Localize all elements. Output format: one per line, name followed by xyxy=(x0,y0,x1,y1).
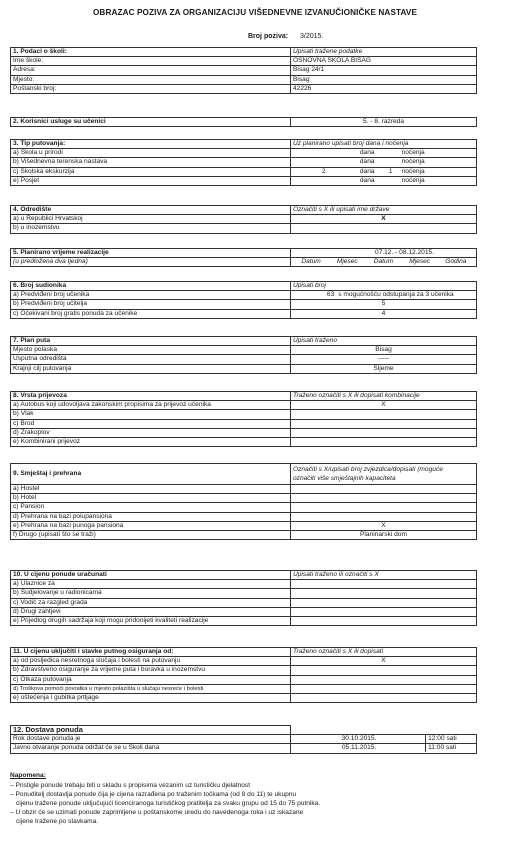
row-label: f) Drugo (upisati što se traži) xyxy=(11,530,291,539)
section-9-accommodation xyxy=(10,463,477,540)
row-label: e) Prijedlog drugih sadržaja koji mogu pridonijeti kvaliteti realizacije xyxy=(11,616,291,625)
date-range-value: 07.12. - 08.12.2015. xyxy=(374,249,434,257)
section-1-school-data xyxy=(10,47,477,94)
section-4-title: 4. Odredište xyxy=(11,206,291,215)
hostel-field[interactable] xyxy=(291,485,477,494)
section-5-timing xyxy=(10,248,477,267)
note-line: – Pristigle ponude trebaju biti u skladu s propisima vezanim uz turističku djelatnost xyxy=(10,781,251,789)
row-label: a) od posljedica nesretnoga slučaja i bolesti na putovanju xyxy=(11,657,291,666)
days-label: dana xyxy=(359,176,375,184)
departure-field[interactable]: Bisag xyxy=(291,346,477,355)
row-label: e) oštećenja i gubitka prtljage xyxy=(11,693,291,702)
note-line: cijene tražene po stavkama. xyxy=(16,817,99,825)
section-7-instruction: Upisati traženo xyxy=(291,337,477,346)
stops-field[interactable]: ----- xyxy=(291,355,477,364)
broj-poziva xyxy=(248,33,323,40)
tickets-field[interactable] xyxy=(291,580,477,589)
section-12-empty xyxy=(291,726,477,735)
health-insurance-field[interactable] xyxy=(291,666,477,675)
transport-plane-field[interactable] xyxy=(291,428,477,437)
teachers-count-field[interactable]: 5 xyxy=(291,300,477,309)
row-label: Mjesto: xyxy=(11,75,291,84)
section-8-transport xyxy=(10,391,477,447)
workshops-field[interactable] xyxy=(291,589,477,598)
opening-time: 11:00 sati xyxy=(425,744,474,752)
notes xyxy=(10,772,490,826)
row-label: Adresa: xyxy=(11,66,291,75)
section-5-title: 5. Planirano vrijeme realizacije xyxy=(11,249,291,258)
days-label: dana xyxy=(359,158,375,166)
broj-poziva-value: 3/2015. xyxy=(300,33,324,40)
students-count-field[interactable] xyxy=(291,291,477,300)
row-label: Mjesto polaska xyxy=(11,346,291,355)
days-label: dana xyxy=(359,149,375,157)
row-label: b) Višednevna terenska nastava xyxy=(11,158,291,167)
row-label: b) u inozemstvu xyxy=(11,224,291,233)
note-line: cijenu tražene ponude uključujući licenciranoga turističkog pratitelja za svaku grupu od 15 do 75 putnika. xyxy=(16,799,321,807)
section-6-participants xyxy=(10,281,477,319)
destination-abroad-field[interactable] xyxy=(291,224,477,233)
transport-ship-field[interactable] xyxy=(291,419,477,428)
students-deviation: s mogućnošću odstupanja za 3 učenika xyxy=(338,291,454,299)
row-label: a) Škola u prirodi xyxy=(11,149,291,158)
opening-field[interactable] xyxy=(291,744,477,753)
row-label: Javno otvaranje ponuda održat će se u Školi dana xyxy=(11,744,291,753)
row-label: e) Kombinirani prijevoz xyxy=(11,437,291,446)
row-label: b) Hotel xyxy=(11,494,291,503)
guide-field[interactable] xyxy=(291,598,477,607)
section-6-instruction: Upisati broj xyxy=(291,282,477,291)
nights-label: noćenja xyxy=(401,158,425,166)
col-datum: Datum xyxy=(373,258,394,266)
extra-content-field[interactable] xyxy=(291,616,477,625)
section-10-title: 10. U cijenu ponude uračunati xyxy=(11,571,291,580)
section-9-instruction xyxy=(291,464,477,485)
section-3-trip-type xyxy=(10,139,477,186)
row-label: c) Školska ekskurzija xyxy=(11,167,291,176)
section-12-delivery xyxy=(10,725,477,754)
section-9-instruction-line2: označiti više smještajnih kapaciteta xyxy=(293,475,396,482)
school-name-field[interactable]: OSNOVNA ŠKOLA BISAG xyxy=(291,57,477,66)
accident-insurance-field[interactable]: X xyxy=(291,657,477,666)
cancellation-field[interactable] xyxy=(291,675,477,684)
col-mjesec: Mjesec xyxy=(409,258,431,266)
students-count: 63 xyxy=(326,291,335,299)
days-nights-field[interactable] xyxy=(291,158,477,167)
hotel-field[interactable] xyxy=(291,494,477,503)
notes-title: Napomena: xyxy=(10,772,46,779)
other-requests-field[interactable] xyxy=(291,607,477,616)
row-label: e) Prehrana na bazi punoga pansiona xyxy=(11,521,291,530)
deadline-date: 30.10.2015. xyxy=(341,735,377,743)
section-2-title: 2. Korisnici usluge su učenici xyxy=(11,118,291,127)
col-datum: Datum xyxy=(301,258,321,266)
section-12-title: 12. Dostava ponuda xyxy=(11,726,291,735)
date-range-field[interactable] xyxy=(291,249,477,258)
days-value: 2 xyxy=(321,167,326,175)
days-nights-field[interactable] xyxy=(291,149,477,158)
section-10-price-includes xyxy=(10,570,477,626)
section-11-insurance xyxy=(10,647,477,703)
opening-date: 05.11.2015. xyxy=(341,744,377,752)
deadline-time: 12:00 sati xyxy=(425,735,474,743)
return-costs-field[interactable] xyxy=(291,684,477,693)
postal-code-field[interactable]: 42226 xyxy=(291,84,477,93)
row-label: Usputna odredišta xyxy=(11,355,291,364)
form-title: OBRAZAC POZIVA ZA ORGANIZACIJU VIŠEDNEVNE IZVANUČIONIČKE NASTAVE xyxy=(92,8,418,17)
row-label: d) Zrakoplov xyxy=(11,428,291,437)
section-7-itinerary xyxy=(10,336,477,374)
col-mjesec: Mjesec xyxy=(336,258,358,266)
grades-field[interactable]: 5. - 8. razreda xyxy=(291,118,477,127)
row-label: a) Autobus koji udovoljava zakonskim propisima za prijevoz učenika xyxy=(11,401,291,410)
destination-croatia-field[interactable]: X xyxy=(291,215,477,224)
section-2-users xyxy=(10,117,477,127)
section-3-instruction: Uz planirano upisati broj dana i noćenja xyxy=(291,140,477,149)
row-label: b) Sudjelovanje u radionicama xyxy=(11,589,291,598)
section-11-title: 11. U cijenu uključiti i stavke putnog osiguranja od: xyxy=(11,648,291,657)
col-godina: Godina xyxy=(445,258,467,266)
full-board-field[interactable]: X xyxy=(291,521,477,530)
row-label: a) Predviđeni broj učenika xyxy=(11,291,291,300)
section-1-title: 1. Podaci o školi: xyxy=(11,48,291,57)
row-label: b) Zdravstveno osiguranje za vrijeme puta i boravka u inozemstvu xyxy=(11,666,291,675)
row-label: b) Predviđeni broj učitelja xyxy=(11,300,291,309)
school-address-field[interactable]: Bisag 24/1 xyxy=(291,66,477,75)
section-9-instruction-line1: Označiti s X/upisati broj zvjezdica/dopisati (moguće xyxy=(293,465,443,473)
transport-combined-field[interactable] xyxy=(291,437,477,446)
row-label: d) Drugi zahtjevi xyxy=(11,607,291,616)
row-label: Krajnji cilj putovanja xyxy=(11,364,291,373)
row-label: d) Troškova pomoći povratka u mjesto polazišta u slučaju nesreće i bolesti xyxy=(11,684,291,693)
note-line: – Ponuditelj dostavlja ponude čija je cijena razrađena po traženim točkama (od 8 do 11) te ukupnu xyxy=(10,790,297,798)
row-label: a) u Republici Hrvatskoj xyxy=(11,215,291,224)
pansion-field[interactable] xyxy=(291,503,477,512)
row-label: a) Ulaznice za xyxy=(11,580,291,589)
section-5-note: (u predložena dva tjedna) xyxy=(11,258,291,267)
row-label: c) Otkaza putovanja xyxy=(11,675,291,684)
section-7-title: 7. Plan puta xyxy=(11,337,291,346)
section-3-title: 3. Tip putovanja: xyxy=(11,140,291,149)
broj-poziva-label: Broj poziva: xyxy=(248,33,289,40)
deadline-field[interactable] xyxy=(291,735,477,744)
nights-label: noćenja xyxy=(401,149,425,157)
section-1-instruction: Upisati tražene podatke xyxy=(291,48,477,57)
half-board-field[interactable] xyxy=(291,512,477,521)
note-line: – U obzir će se uzimati ponude zaprimljene u poštanskome uredu do navedenoga roka i uz iskazane xyxy=(10,808,304,816)
transport-train-field[interactable] xyxy=(291,410,477,419)
row-label: a) Hostel xyxy=(11,485,291,494)
section-6-title: 6. Broj sudionika xyxy=(11,282,291,291)
row-label: Poštanski broj: xyxy=(11,84,291,93)
days-label: dana xyxy=(359,167,375,175)
section-10-instruction: Upisati traženo ili označiti s X xyxy=(291,571,477,580)
section-9-title: 9. Smještaj i prehrana xyxy=(11,464,291,485)
luggage-field[interactable] xyxy=(291,693,477,702)
days-nights-field[interactable] xyxy=(291,167,477,176)
nights-label: noćenja xyxy=(401,167,425,175)
section-8-title: 8. Vrsta prijevoza xyxy=(11,392,291,401)
row-label: Rok dostave ponuda je xyxy=(11,735,291,744)
nights-label: noćenja xyxy=(401,176,425,184)
date-columns xyxy=(291,258,477,267)
row-label: b) Vlak xyxy=(11,410,291,419)
row-label: c) Pansion xyxy=(11,503,291,512)
section-4-instruction: Označiti s X ili upisati ime države xyxy=(291,206,477,215)
section-4-destination xyxy=(10,205,477,234)
days-nights-field[interactable] xyxy=(291,176,477,185)
final-destination-field[interactable]: Sljeme xyxy=(291,364,477,373)
nights-value: 1 xyxy=(388,167,393,175)
section-8-instruction: Traženo označiti s X ili dopisati kombinacije xyxy=(291,392,477,401)
gratis-count-field[interactable]: 4 xyxy=(291,309,477,318)
other-accommodation-field[interactable]: Planinarski dom xyxy=(291,530,477,539)
transport-bus-field[interactable]: X xyxy=(291,401,477,410)
school-city-field[interactable]: Bisag xyxy=(291,75,477,84)
row-label: e) Posjet xyxy=(11,176,291,185)
row-label: c) Brod xyxy=(11,419,291,428)
row-label: d) Prehrana na bazi polupansiona xyxy=(11,512,291,521)
row-label: c) Vodič za razgled grada xyxy=(11,598,291,607)
row-label: c) Očekivani broj gratis ponuda za učenike xyxy=(11,309,291,318)
section-11-instruction: Traženo označiti s X ili dopisati xyxy=(291,648,477,657)
row-label: Ime škole: xyxy=(11,57,291,66)
